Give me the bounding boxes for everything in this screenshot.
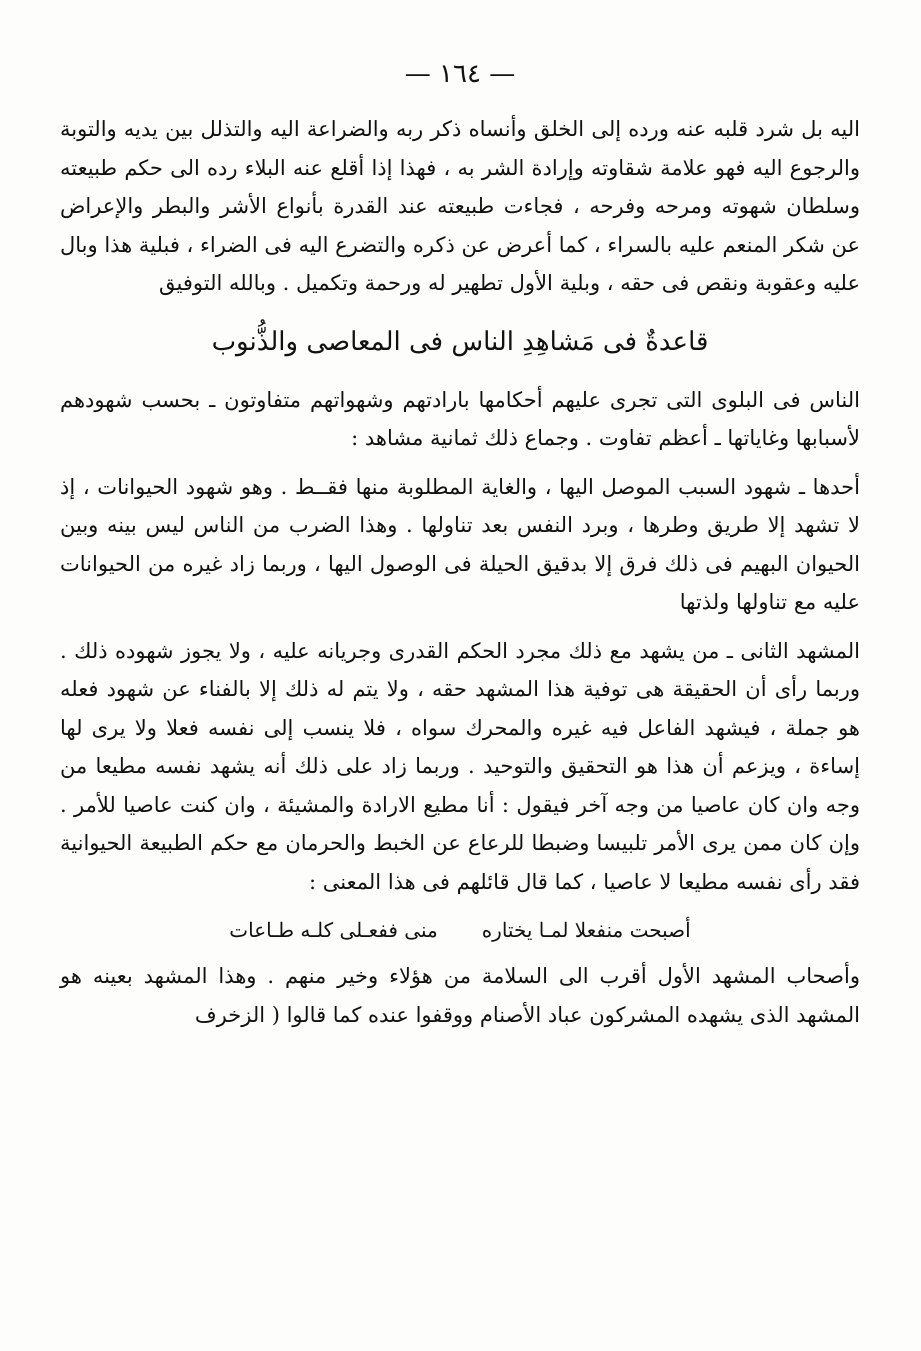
verse-second-hemistich: منى ففعـلى كلـه طـاعات (229, 918, 438, 942)
paragraph-4: المشهد الثانى ـ من يشهد مع ذلك مجرد الحكم القدرى وجريانه عليه ، ولا يجوز شهوده ذلك . وربما رأى أن الحقيقة هى توفية هذا المشهد حقه ، ولا يتم له ذلك إلا بالفناء عن شهود فعله هو جملة ، فيشهد الفاعل فيه غيره والمحرك سواه ، فلا ينسب إلى نفسه فعلا ولا يرى لها إساءة ، ويزعم أن هذا هو التحقيق والتوحيد . وربما زاد على ذلك أنه يشهد نفسه مطيعا من وجه وان كان عاصيا من وجه آخر فيقول : أنا مطيع الارادة والمشيئة ، وان كنت عاصيا للأمر . وإن كان ممن يرى الأمر تلبيسا وضبطا للرعاع عن الخبط والحرمان مع حكم الطبيعة الحيوانية فقد رأى نفسه مطيعا لا عاصيا ، كما قال قائلهم فى هذا المعنى : (60, 638, 860, 894)
paragraph-5: وأصحاب المشهد الأول أقرب الى السلامة من هؤلاء وخير منهم . وهذا المشهد بعينه هو المشهد الذى يشهده المشركون عباد الأصنام ووقفوا عنده كما قالوا ( الزخرف (60, 964, 860, 1027)
page-number: — ١٦٤ — (404, 59, 516, 89)
paragraph-2: الناس فى البلوى التى تجرى عليهم أحكامها بارادتهم وشهواتهم متفاوتون ـ بحسب شهودهم لأسبابها وغاياتها ـ أعظم تفاوت . وجماع ذلك ثمانية مشاهد : (60, 387, 860, 450)
book-page (60, 52, 860, 1044)
verse-first-hemistich: أصبحت منفعلا لمـا يختاره (481, 918, 691, 942)
paragraph-3: أحدها ـ شهود السبب الموصل اليها ، والغاية المطلوبة منها فقــط . وهو شهود الحيوانات ، إذ لا تشهد إلا طريق وطرها ، وبرد النفس بعد تناولها . وهذا الضرب من الناس ليس بينه وبين الحيوان البهيم فى ذلك فرق إلا بدقيق الحيلة فى الوصول اليها ، وربما زاد غيره من الحيوانات عليه مع تناولها ولذتها (60, 474, 860, 614)
paragraph-1: اليه بل شرد قلبه عنه ورده إلى الخلق وأنساه ذكر ربه والضراعة اليه والتذلل بين يديه والتوبة والرجوع اليه فهو علامة شقاوته وإرادة الشر به ، فهذا إذا أقلع عنه البلاء رده الى حكم طبيعته وسلطان شهوته ومرحه وفرحه ، فجاءت طبيعته عند القدرة بأنواع الأشر والبطر والإعراض عن شكر المنعم عليه بالسراء ، كما أعرض عن ذكره والتضرع اليه فى الضراء ، فبلية هذا وبال عليه وعقوبة ونقص فى حقه ، وبلية الأول تطهير له ورحمة وتكميل . وبالله التوفيق (60, 117, 860, 295)
poetry-verse (60, 911, 860, 949)
section-title: قاعدةٌ فى مَشاهِدِ الناس فى المعاصى والذُّنوب (211, 326, 709, 357)
